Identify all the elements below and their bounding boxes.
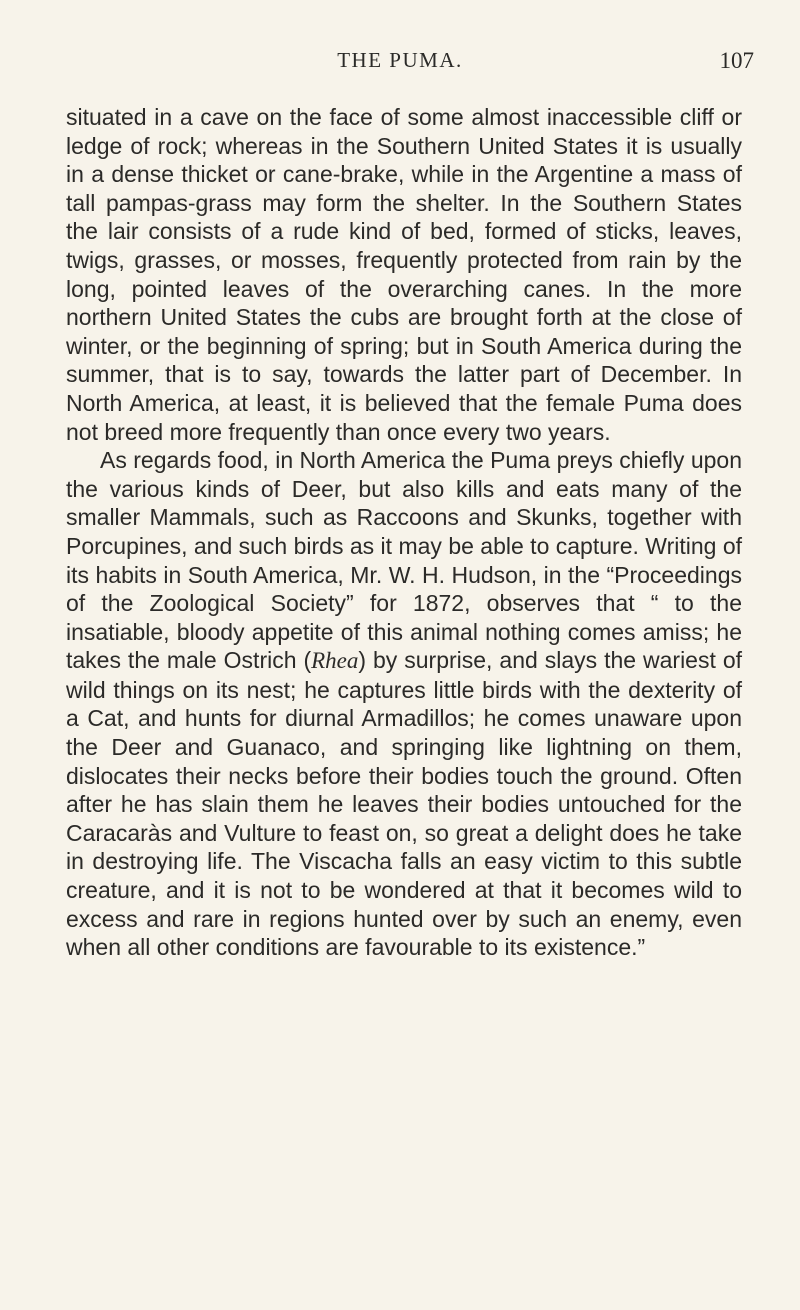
paragraph-food-text-before: As regards food, in North America the Puma preys chiefly upon the various kinds of Deer, but also kills and eats many of the smaller Mammals, such as Raccoons and Skunks, together with Porcupines, and such birds as it may be able to capture. Writing of its habits in South America, Mr. W. H. Hudson, in the “Proceedings of the Zoological Society” for 1872, observes that “ to the insatiable, bloody appetite of this animal nothing comes amiss; he takes the male Ostrich ( — [66, 447, 742, 674]
page-number: 107 — [719, 48, 754, 73]
paragraph-lair-text: situated in a cave on the face of some almost inaccessible cliff or ledge of rock; whereas in the Southern United States it is usually in a dense thicket or cane-brake, while in the Argentine a mass of tall pampas-grass may form the shelter. In the Southern States the lair consists of a rude kind of bed, formed of sticks, leaves, twigs, grasses, or mosses, frequently protected from rain by the long, pointed leaves of the overarching canes. In the more northern United States the cubs are brought forth at the close of winter, or the beginning of spring; but in South America during the summer, that is to say, towards the latter part of December. In North America, at least, it is believed that the female Puma does not breed more frequently than once every two years. — [66, 104, 742, 445]
paragraph-food — [66, 446, 742, 962]
italic-species-name: Rhea — [311, 648, 359, 674]
paragraph-lair — [66, 103, 742, 446]
running-title: THE PUMA. — [337, 48, 463, 72]
paragraph-food-text-after: ) by surprise, and slays the wariest of wild things on its nest; he captures little birds with the dexterity of a Cat, and hunts for diurnal Armadillos; he comes unaware upon the Deer and Guanaco, and springing like lightning on them, dislocates their necks before their bodies touch the ground. Often after he has slain them he leaves their bodies untouched for the Caracaràs and Vulture to feast on, so great a delight does he take in destroying life. The Viscacha falls an easy victim to this subtle creature, and it is not to be wondered at that it becomes wild to excess and rare in regions hunted over by such an enemy, even when all other conditions are favourable to its existence.” — [66, 647, 742, 961]
body-text — [66, 103, 742, 962]
running-head — [0, 44, 800, 84]
